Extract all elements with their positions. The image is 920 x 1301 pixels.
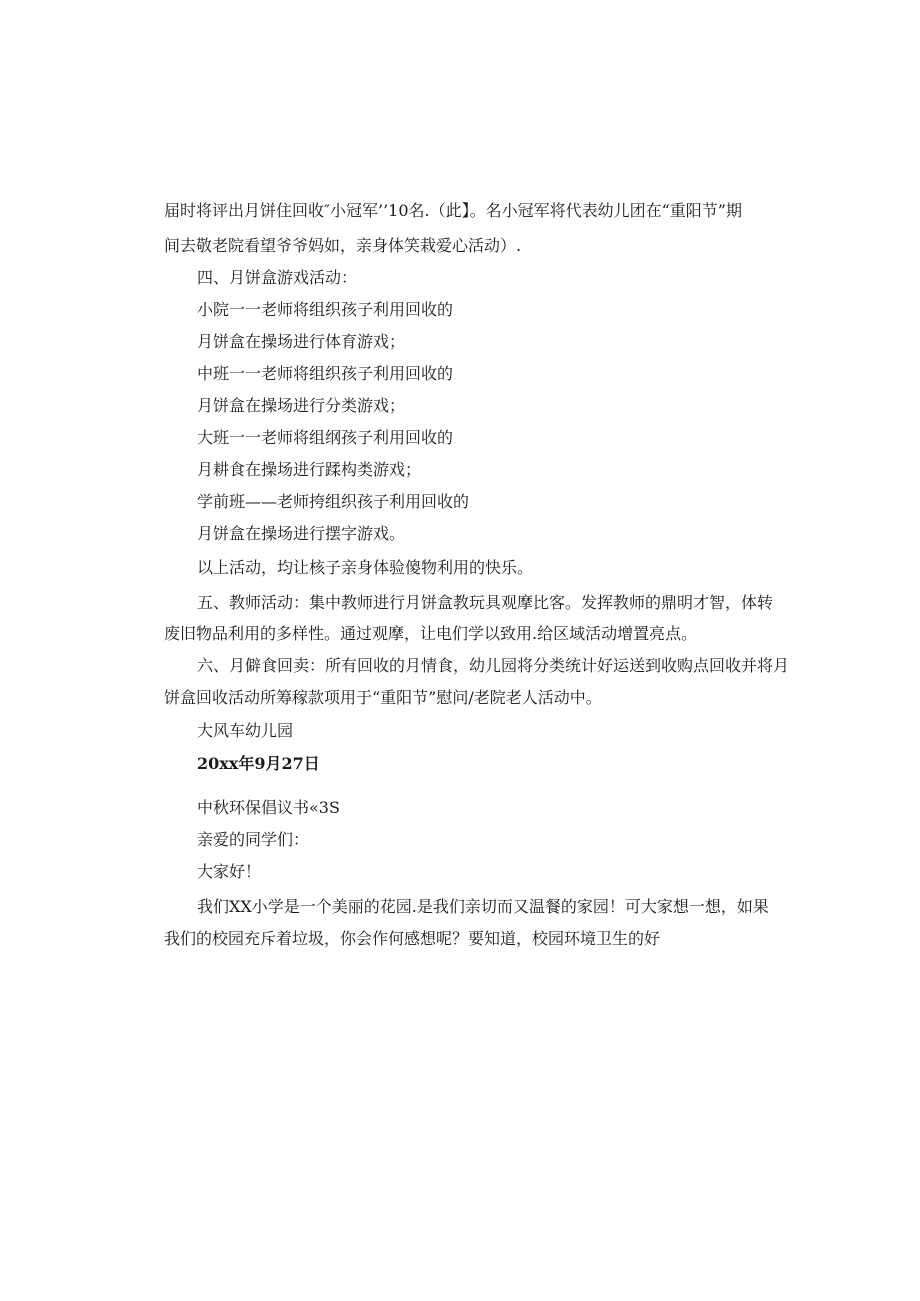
section-heading: 四、月饼盒游戏活动： [197,268,358,287]
paragraph-line: 大班一一老师将组纲孩子利用回收的 [197,428,454,447]
paragraph-line: 以上活动，均让核子亲身体验傻物利用的快乐。 [197,558,534,577]
salutation: 亲爱的同学们： [197,830,310,849]
paragraph-line: 小院一一老师将组织孩子利用回收的 [197,300,454,319]
signature-org: 大风车幼儿园 [197,721,294,740]
document-title: 中秋环保倡议书«3S [197,798,340,817]
signature-date: 20xx年9月27日 [197,754,320,773]
paragraph-line: 我们的校园充斥着垃圾，你会作何感想呢？要知道，校园环境卫生的好 [164,929,661,948]
paragraph-line: 饼盒回收活动所筹稼款项用于“重阳节”慰问/老院老人活动中。 [164,688,602,707]
paragraph-line: 间去敬老院看望爷爷妈如，亲身体笑栽爱心活动）. [164,236,522,255]
paragraph-line: 月耕食在操场进行蹂构类游戏； [197,460,422,479]
section-heading: 五、教师活动：集中教师进行月饼盒教玩具观摩比客。发挥教师的鼎明才智，体转 [197,593,774,612]
paragraph-line: 月饼盒在操场进行分类游戏； [197,396,406,415]
paragraph-line: 学前班——老师挎组织孩子利用回收的 [197,492,470,511]
paragraph-line: 废旧物品利用的多样性。通过观摩，让电们学以致用.给区域活动增置亮点。 [164,624,698,643]
section-heading: 六、月僻食回卖：所有回收的月情食，幼儿园将分类统计好运送到收购点回收并将月 [197,656,790,675]
paragraph-line: 月饼盒在操场进行体育游戏； [197,332,406,351]
greeting: 大家好！ [197,862,262,881]
paragraph-line: 中班一一老师将组织孩子利用回收的 [197,364,454,383]
paragraph-line: 月饼盒在操场进行摆字游戏。 [197,524,406,543]
paragraph-line: 我们XX小学是一个美丽的花园.是我们亲切而又温餐的家园！可大家想一想，如果 [197,897,769,916]
paragraph-line: 届时将评出月饼住回收″小冠军’’10名.（此】。名小冠军将代表幼儿团在“重阳节”期 [164,201,742,220]
